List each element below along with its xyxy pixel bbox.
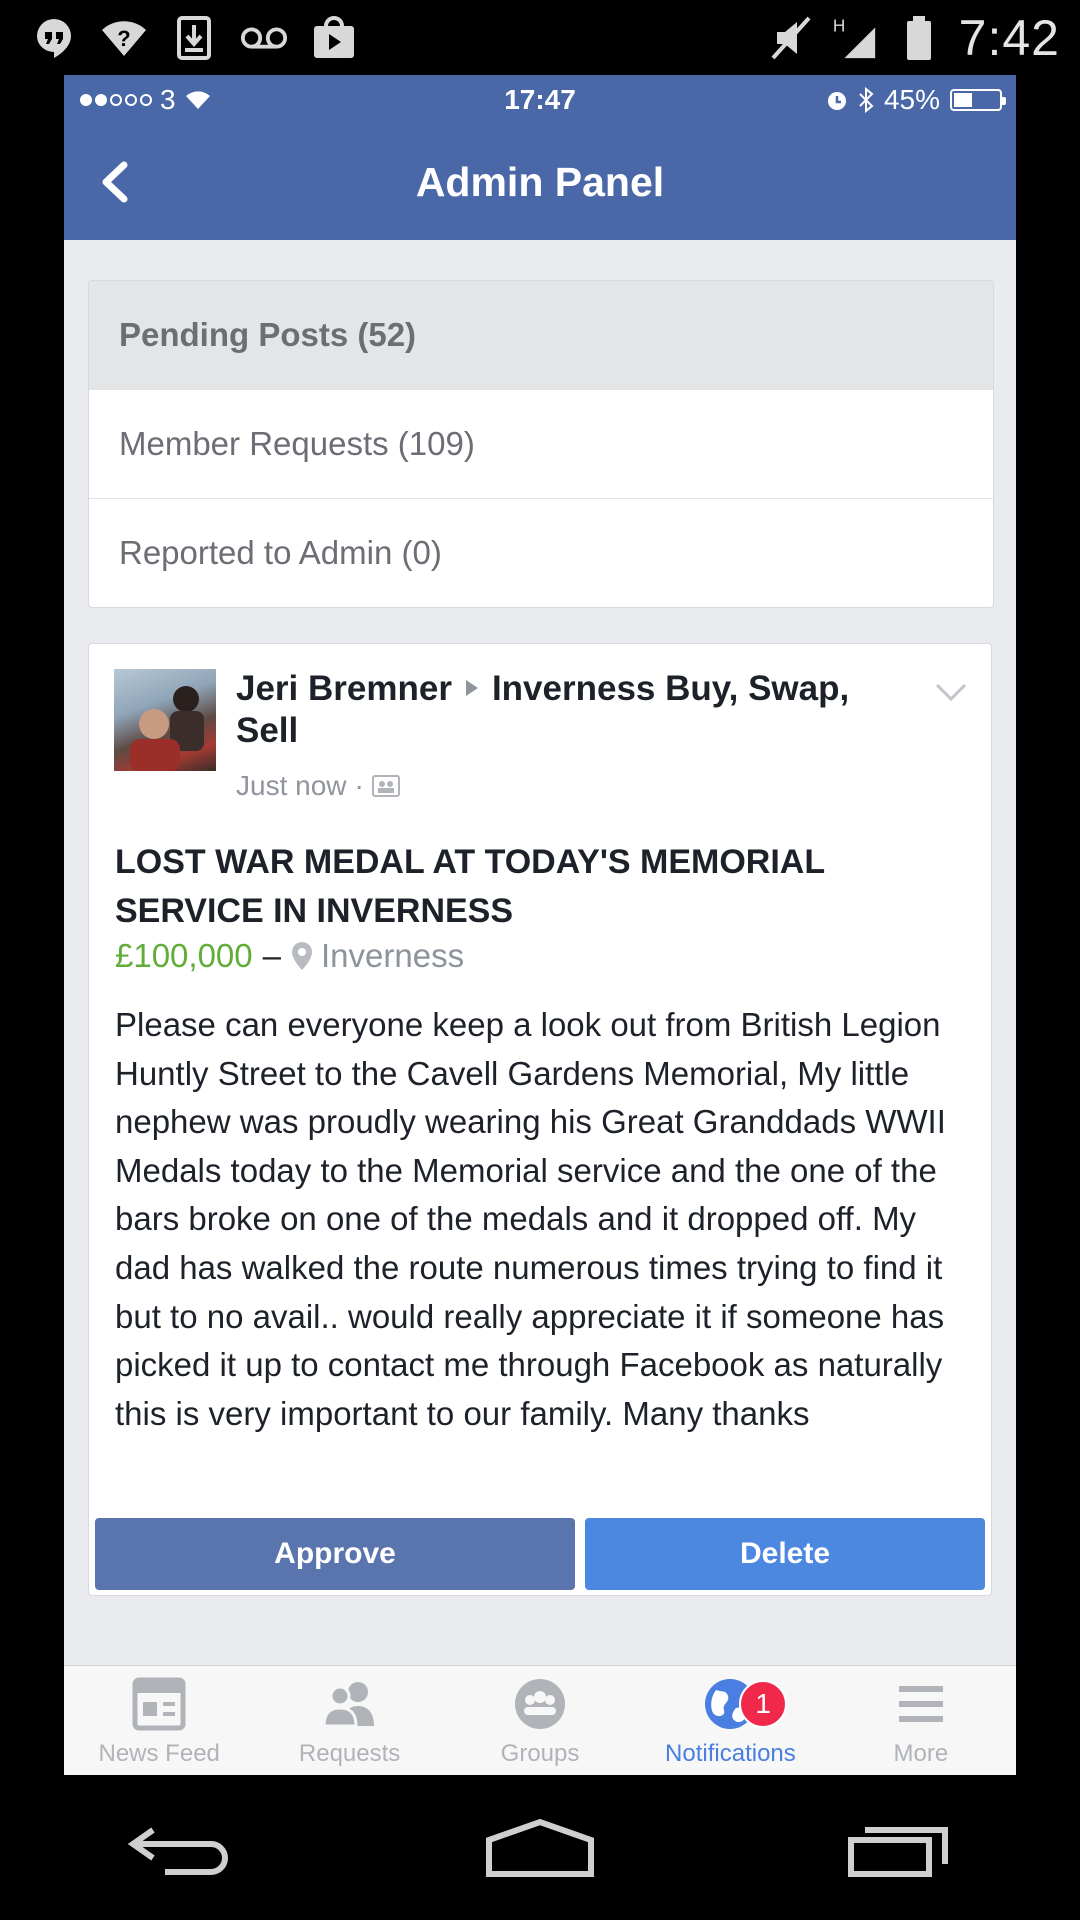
tab-label: Notifications [665,1740,796,1767]
voicemail-icon [240,14,288,62]
location-pin-icon [291,941,313,971]
post-location[interactable]: Inverness [321,937,465,974]
ios-status-bar [64,75,1016,125]
tab-groups[interactable] [445,1666,635,1775]
carrier-info [80,84,212,116]
tab-more[interactable] [826,1666,1016,1775]
post-price: £100,000 [115,937,253,974]
approve-button[interactable]: Approve [95,1518,575,1590]
menu-item-member-requests[interactable]: Member Requests (109) [89,389,993,498]
post-body: Please can everyone keep a look out from British Legion Huntly Street to the Cavell Gardens Memorial, My little nephew was proudly wearing his Great Granddads WWII Medals today to the Memorial service and the one of the bars broke on one of the medals and it dropped off. My dad has walked the route numerous times trying to find it but to no avail.. would really appreciate it if someone has picked it up to contact me through Facebook as naturally this is very important to our family. Many thanks [115,1006,946,1432]
groups-icon [510,1674,570,1734]
alarm-icon [826,89,848,111]
bluetooth-icon [858,87,874,113]
navigation-bar [64,125,1016,240]
home-icon [485,1818,595,1878]
tab-label: News Feed [98,1740,220,1767]
ios-clock: 17:47 [504,84,576,115]
play-store-icon [310,14,358,62]
carrier-name: 3 [160,84,176,115]
post-header [236,668,916,802]
android-clock: 7:42 [958,9,1060,66]
tab-notifications[interactable] [635,1666,825,1775]
svg-text:H: H [832,14,846,35]
tab-label: Requests [298,1740,401,1767]
battery-percent: 45% [883,84,940,115]
chevron-down-icon [933,680,969,704]
pending-post-card [88,643,992,1596]
tab-label: Groups [500,1740,580,1767]
post-timestamp[interactable]: Just now [236,770,347,801]
menu-icon [891,1674,951,1734]
android-recents-button[interactable] [845,1808,955,1888]
moderation-actions [95,1518,985,1590]
wifi-question-icon [100,14,148,62]
mute-icon [767,14,815,62]
friend-requests-icon [320,1674,380,1734]
news-feed-icon [129,1674,189,1734]
tab-label: More [893,1740,949,1767]
price-location-row [115,937,464,975]
back-button[interactable] [94,159,140,205]
price-separator: – [262,937,281,974]
tab-requests[interactable] [254,1666,444,1775]
ios-battery-icon [950,89,1002,111]
delete-button[interactable]: Delete [585,1518,985,1590]
download-icon [170,14,218,62]
post-group-name[interactable]: Inverness Buy, Swap, Sell [236,669,850,750]
admin-menu [88,280,994,608]
tab-bar [64,1665,1016,1775]
post-options-button[interactable] [933,680,969,704]
hangouts-icon [30,14,78,62]
chevron-left-icon [94,159,140,205]
wifi-icon [184,89,212,111]
group-audience-icon [372,775,400,797]
tab-news-feed[interactable] [64,1666,254,1775]
battery-icon [895,14,943,62]
phone-screen [64,75,1016,1775]
post-author-name[interactable]: Jeri Bremner [236,669,452,708]
notification-badge: 1 [739,1680,787,1728]
android-back-button[interactable] [125,1808,235,1888]
android-home-button[interactable] [485,1808,595,1888]
signal-dots-icon [80,94,152,106]
android-nav-bar [0,1775,1080,1920]
back-arrow-icon [125,1818,235,1878]
android-status-bar [0,0,1080,75]
menu-item-pending-posts[interactable]: Pending Posts (52) [89,281,993,389]
post-title: LOST WAR MEDAL AT TODAY'S MEMORIAL SERVICE IN INVERNESS [115,843,825,930]
separator-dot: · [354,770,364,801]
recent-apps-icon [845,1818,955,1878]
page-title: Admin Panel [415,159,665,205]
arrow-right-icon [466,680,478,696]
menu-item-reported-to-admin[interactable]: Reported to Admin (0) [89,498,993,607]
avatar[interactable] [114,669,216,771]
cell-signal-icon [831,14,879,62]
svg-text:?: ? [117,25,131,51]
